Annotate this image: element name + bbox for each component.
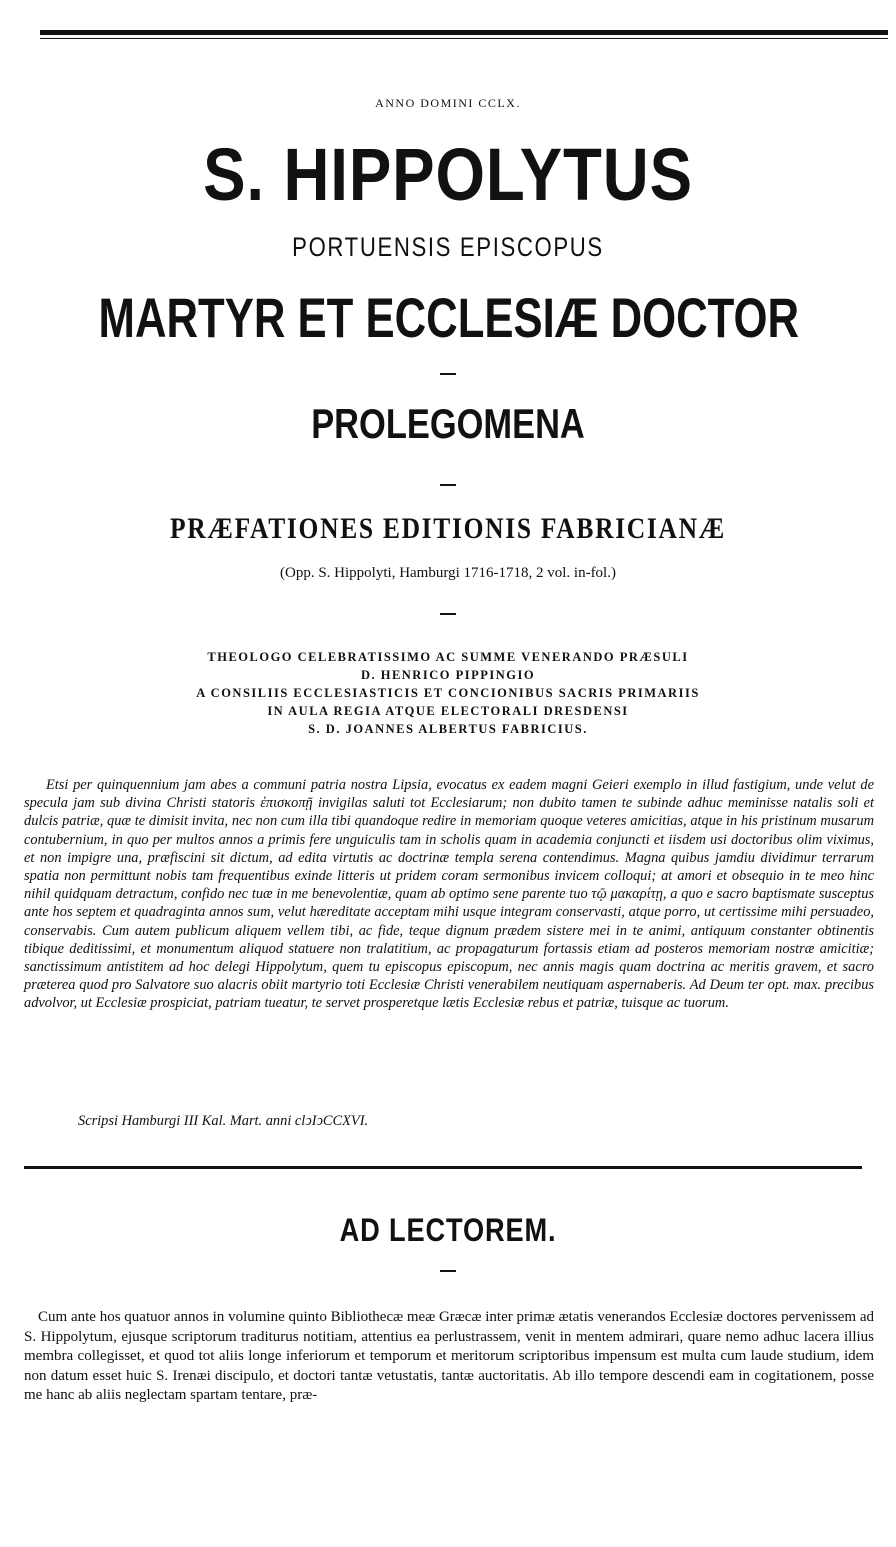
dedication-block — [0, 648, 896, 738]
divider-dash — [440, 1270, 456, 1272]
divider-dash — [440, 484, 456, 486]
letter-signature: Scripsi Hamburgi III Kal. Mart. anni clↄIↄCCXVI. — [78, 1113, 369, 1129]
section-heading-praefationes: PRÆFATIONES EDITIONIS FABRICIANÆ — [170, 512, 726, 545]
edition-note: (Opp. S. Hippolyti, Hamburgi 1716-1718, 2 vol. in-fol.) — [280, 565, 616, 581]
section-rule — [24, 1166, 862, 1169]
dedicatory-letter: Etsi per quinquennium jam abes a communi patria nostra Lipsia, evocatus ex eadem magni Geieri exemplo in illud fastigium, unde velut de specula jam sub divina Christi statoris ἐπισκοπῇ invigilas saluti tot Ecclesiarum; non dubito tamen te subinde adhuc meminisse natalis soli et dulcis patriæ, quæ te dimisit invita, nec non cum illa tibi quandoque redire in memoriam quoque veteres amicitias, atque in his pristinum musarum contubernium, in quo per multos annos a primis fere unguiculis tam in scholis quam in academia conjuncti et iisdem usi doctoribus olim viximus, et non impigre una, præfiscini sit dictum, ad edita virtutis ac doctrinæ templa serena contendimus. Magna quibus jamdiu dividimur terrarum spatia non permittunt nobis tam frequentibus exinde litteris ut pridem coram sermonibus invicem colloqui; at amori et obsequio in te meo hinc nihil quidquam detractum, confido nec tuæ in me benevolentiæ, quam ab optimo sene parente tuo τῷ μακαρίτῃ, a quo e sacro baptismate susceptus ante hos septem et quadraginta annos sum, velut hæreditate acceptam mihi usque integram conservasti, atque porro, ut certissime mihi persuadeo, conservabis. Cum autem publicum aliquem vellem tibi, ac fide, teque dignum prædem sistere mei in te animi, antiquum constanter obtinentis tibique deditissimi, et monumentum aliquod statuere non tralatitium, ac propagaturum fortassis etiam ad posteros memoriam nostræ amicitiæ; sanctissimum antistitem ad hoc delegi Hippolytum, quem tu episcopus episcopum, nec annis magis quam doctrina ac meritis gravem, et sacro præterea quod pro Salvatore suo alacris obiit martyrio toti Ecclesiæ Christi venerabilem neutiquam aspernaberis. Ad Deum ter opt. max. precibus advolvor, ut Ecclesiæ prospiciat, patriam tueatur, te servet prosperetque lætis Ecclesiæ rebus et patriæ, tuisque ac tuorum. — [24, 777, 874, 1012]
dedication-line: THEOLOGO CELEBRATISSIMO AC SUMME VENERANDO PRÆSULI — [207, 650, 689, 664]
subtitle-portuensis: PORTUENSIS EPISCOPUS — [292, 232, 604, 262]
dedication-line: D. HENRICO PIPPINGIO — [360, 668, 536, 682]
top-rule-thin — [40, 38, 888, 39]
page-title: S. HIPPOLYTUS — [203, 133, 693, 216]
anno-domini-line: ANNO DOMINI CCLX. — [375, 96, 521, 110]
section-heading-ad-lectorem: AD LECTOREM. — [339, 1212, 557, 1248]
top-rule-thick — [40, 30, 888, 35]
subtitle-martyr: MARTYR ET ECCLESIÆ DOCTOR — [98, 286, 800, 349]
dedication-line: A CONSILIIS ECCLESIASTICIS ET CONCIONIBUS SACRIS PRIMARIIS — [196, 686, 700, 700]
divider-dash — [440, 613, 456, 615]
section-heading-prolegomena: PROLEGOMENA — [311, 400, 585, 447]
divider-dash — [440, 373, 456, 375]
dedication-line: S. D. JOANNES ALBERTUS FABRICIUS. — [308, 722, 588, 736]
ad-lectorem-text: Cum ante hos quatuor annos in volumine quinto Bibliothecæ meæ Græcæ inter primæ ætatis venerandos Ecclesiæ doctores pervenissem ad S. Hippolytum, ejusque scriptorum traditurus notitiam, attentius ea perlustrassem, venit in mentem admirari, quare nemo adhuc lacera illius membra collegisset, et quod tot aliis longe inferiorum et temporum et meritorum scriptoribus impensum est multa cum laude studium, idem non datum esset huic S. Irenæi discipulo, et doctori tantæ vetustatis, tantæ auctoritatis. Ab illo tempore descendi eam in cogitationem, posse me hanc ab aliis neglectam spartam tentare, præ- — [24, 1309, 874, 1403]
dedication-line: IN AULA REGIA ATQUE ELECTORALI DRESDENSI — [267, 704, 629, 718]
